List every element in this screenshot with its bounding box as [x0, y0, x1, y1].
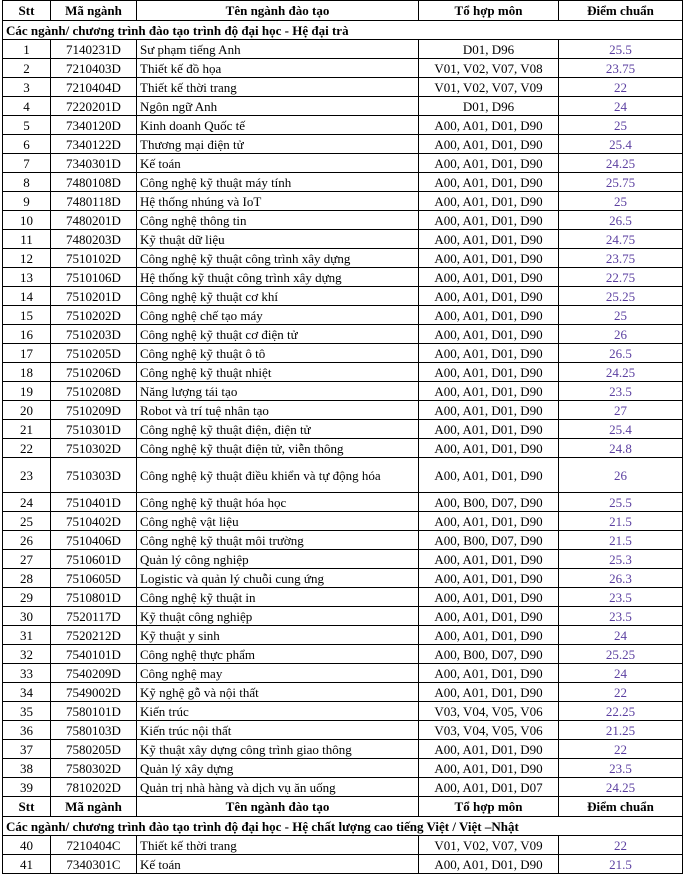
table-row	[3, 607, 683, 626]
table-row	[3, 344, 683, 363]
name-cell: Quản trị nhà hàng và dịch vụ ăn uống	[137, 778, 419, 797]
code-cell: 7480201D	[51, 211, 137, 230]
name-cell: Công nghệ kỹ thuật điều khiển và tự động hóa	[137, 458, 419, 493]
table-row	[3, 78, 683, 97]
name-cell: Kinh doanh Quốc tế	[137, 116, 419, 135]
stt-cell: 22	[3, 439, 51, 458]
score-cell: 24.8	[559, 439, 683, 458]
name-cell: Công nghệ kỹ thuật hóa học	[137, 493, 419, 512]
combo-cell: A00, A01, D01, D90	[419, 173, 559, 192]
table-row	[3, 778, 683, 797]
name-cell: Quản lý công nghiệp	[137, 550, 419, 569]
code-cell: 7580103D	[51, 721, 137, 740]
score-cell: 24.75	[559, 230, 683, 249]
name-cell: Công nghệ kỹ thuật điện tử, viễn thông	[137, 439, 419, 458]
stt-cell: 10	[3, 211, 51, 230]
stt-cell: 17	[3, 344, 51, 363]
stt-cell: 6	[3, 135, 51, 154]
stt-cell: 12	[3, 249, 51, 268]
combo-cell: A00, A01, D01, D90	[419, 420, 559, 439]
combo-cell: A00, A01, D01, D90	[419, 154, 559, 173]
combo-cell: A00, A01, D01, D90	[419, 211, 559, 230]
score-cell: 23.75	[559, 249, 683, 268]
score-cell: 23.5	[559, 607, 683, 626]
code-cell: 7510303D	[51, 458, 137, 493]
name-cell: Công nghệ vật liệu	[137, 512, 419, 531]
stt-cell: 9	[3, 192, 51, 211]
stt-cell: 26	[3, 531, 51, 550]
code-cell: 7210404D	[51, 78, 137, 97]
score-cell: 22	[559, 836, 683, 855]
name-cell: Công nghệ chế tạo máy	[137, 306, 419, 325]
score-cell: 22	[559, 740, 683, 759]
score-cell: 21.5	[559, 855, 683, 874]
code-cell: 7540101D	[51, 645, 137, 664]
code-cell: 7510205D	[51, 344, 137, 363]
table-row	[3, 420, 683, 439]
score-cell: 21.25	[559, 721, 683, 740]
name-cell: Robot và trí tuệ nhân tạo	[137, 401, 419, 420]
stt-cell: 38	[3, 759, 51, 778]
name-cell: Kỹ thuật y sinh	[137, 626, 419, 645]
combo-cell: D01, D96	[419, 97, 559, 116]
name-cell: Công nghệ kỹ thuật nhiệt	[137, 363, 419, 382]
combo-cell: A00, B00, D07, D90	[419, 493, 559, 512]
stt-cell: 15	[3, 306, 51, 325]
stt-cell: 34	[3, 683, 51, 702]
table-row	[3, 287, 683, 306]
table-row	[3, 836, 683, 855]
code-cell: 7510102D	[51, 249, 137, 268]
name-cell: Công nghệ kỹ thuật máy tính	[137, 173, 419, 192]
header-name: Tên ngành đào tạo	[137, 797, 419, 817]
name-cell: Kiến trúc	[137, 702, 419, 721]
code-cell: 7580205D	[51, 740, 137, 759]
code-cell: 7510203D	[51, 325, 137, 344]
combo-cell: A00, A01, D01, D90	[419, 382, 559, 401]
code-cell: 7510106D	[51, 268, 137, 287]
code-cell: 7480203D	[51, 230, 137, 249]
stt-cell: 1	[3, 40, 51, 59]
stt-cell: 29	[3, 588, 51, 607]
name-cell: Công nghệ thông tin	[137, 211, 419, 230]
combo-cell: A00, A01, D01, D90	[419, 344, 559, 363]
score-cell: 24.25	[559, 154, 683, 173]
combo-cell: A00, A01, D01, D07	[419, 778, 559, 797]
stt-cell: 5	[3, 116, 51, 135]
table-row	[3, 721, 683, 740]
stt-cell: 16	[3, 325, 51, 344]
code-cell: 7510201D	[51, 287, 137, 306]
combo-cell: D01, D96	[419, 40, 559, 59]
section-title: Các ngành/ chương trình đào tạo trình độ đại học - Hệ đại trà	[3, 21, 683, 40]
name-cell: Hệ thống kỹ thuật công trình xây dựng	[137, 268, 419, 287]
code-cell: 7510302D	[51, 439, 137, 458]
table-row	[3, 135, 683, 154]
score-cell: 22.25	[559, 702, 683, 721]
name-cell: Thiết kế thời trang	[137, 78, 419, 97]
name-cell: Thiết kế thời trang	[137, 836, 419, 855]
name-cell: Công nghệ may	[137, 664, 419, 683]
name-cell: Hệ thống nhúng và IoT	[137, 192, 419, 211]
code-cell: 7580302D	[51, 759, 137, 778]
stt-cell: 7	[3, 154, 51, 173]
combo-cell: A00, A01, D01, D90	[419, 363, 559, 382]
table-row	[3, 230, 683, 249]
table-row	[3, 249, 683, 268]
stt-cell: 40	[3, 836, 51, 855]
table-row	[3, 116, 683, 135]
combo-cell: A00, A01, D01, D90	[419, 192, 559, 211]
table-row	[3, 268, 683, 287]
section-row	[3, 21, 683, 40]
table-row	[3, 192, 683, 211]
stt-cell: 39	[3, 778, 51, 797]
table-row	[3, 512, 683, 531]
score-cell: 23.5	[559, 382, 683, 401]
code-cell: 7340122D	[51, 135, 137, 154]
combo-cell: A00, A01, D01, D90	[419, 116, 559, 135]
score-cell: 26.5	[559, 344, 683, 363]
combo-cell: A00, B00, D07, D90	[419, 645, 559, 664]
score-cell: 21.5	[559, 531, 683, 550]
stt-cell: 11	[3, 230, 51, 249]
header-stt: Stt	[3, 797, 51, 817]
code-cell: 7510801D	[51, 588, 137, 607]
table-row	[3, 382, 683, 401]
name-cell: Công nghệ kỹ thuật cơ điện tử	[137, 325, 419, 344]
name-cell: Kiến trúc nội thất	[137, 721, 419, 740]
table-row	[3, 439, 683, 458]
score-cell: 25.25	[559, 645, 683, 664]
table-row	[3, 664, 683, 683]
stt-cell: 31	[3, 626, 51, 645]
code-cell: 7510401D	[51, 493, 137, 512]
score-cell: 26	[559, 325, 683, 344]
header-code: Mã ngành	[51, 1, 137, 21]
stt-cell: 37	[3, 740, 51, 759]
stt-cell: 13	[3, 268, 51, 287]
combo-cell: A00, A01, D01, D90	[419, 306, 559, 325]
score-cell: 25	[559, 116, 683, 135]
code-cell: 7510202D	[51, 306, 137, 325]
header-row-repeat	[3, 797, 683, 817]
combo-cell: V03, V04, V05, V06	[419, 721, 559, 740]
score-cell: 27	[559, 401, 683, 420]
name-cell: Công nghệ kỹ thuật công trình xây dựng	[137, 249, 419, 268]
score-cell: 24.25	[559, 363, 683, 382]
code-cell: 7510208D	[51, 382, 137, 401]
code-cell: 7520117D	[51, 607, 137, 626]
table-row	[3, 759, 683, 778]
name-cell: Kỹ nghệ gỗ và nội thất	[137, 683, 419, 702]
combo-cell: A00, A01, D01, D90	[419, 855, 559, 874]
score-cell: 25.75	[559, 173, 683, 192]
score-cell: 26.3	[559, 569, 683, 588]
score-cell: 24.25	[559, 778, 683, 797]
combo-cell: V01, V02, V07, V08	[419, 59, 559, 78]
score-cell: 24	[559, 664, 683, 683]
score-cell: 25.25	[559, 287, 683, 306]
combo-cell: A00, A01, D01, D90	[419, 740, 559, 759]
combo-cell: A00, A01, D01, D90	[419, 230, 559, 249]
code-cell: 7510601D	[51, 550, 137, 569]
combo-cell: A00, A01, D01, D90	[419, 325, 559, 344]
header-stt: Stt	[3, 1, 51, 21]
code-cell: 7510209D	[51, 401, 137, 420]
combo-cell: A00, A01, D01, D90	[419, 439, 559, 458]
name-cell: Sư phạm tiếng Anh	[137, 40, 419, 59]
table-row	[3, 702, 683, 721]
code-cell: 7520212D	[51, 626, 137, 645]
name-cell: Quản lý xây dựng	[137, 759, 419, 778]
stt-cell: 25	[3, 512, 51, 531]
combo-cell: A00, A01, D01, D90	[419, 512, 559, 531]
name-cell: Logistic và quản lý chuỗi cung ứng	[137, 569, 419, 588]
section-row	[3, 817, 683, 836]
header-score: Điểm chuẩn	[559, 1, 683, 21]
header-code: Mã ngành	[51, 797, 137, 817]
score-cell: 24	[559, 626, 683, 645]
name-cell: Năng lượng tái tạo	[137, 382, 419, 401]
stt-cell: 20	[3, 401, 51, 420]
table-row	[3, 401, 683, 420]
score-cell: 26.5	[559, 211, 683, 230]
code-cell: 7210403D	[51, 59, 137, 78]
name-cell: Kỹ thuật xây dựng công trình giao thông	[137, 740, 419, 759]
table-row	[3, 458, 683, 493]
score-cell: 23.75	[559, 59, 683, 78]
score-cell: 22.75	[559, 268, 683, 287]
combo-cell: V01, V02, V07, V09	[419, 78, 559, 97]
combo-cell: A00, A01, D01, D90	[419, 588, 559, 607]
combo-cell: A00, A01, D01, D90	[419, 569, 559, 588]
score-cell: 22	[559, 78, 683, 97]
stt-cell: 19	[3, 382, 51, 401]
name-cell: Công nghệ thực phẩm	[137, 645, 419, 664]
table-row	[3, 154, 683, 173]
combo-cell: A00, A01, D01, D90	[419, 287, 559, 306]
table-row	[3, 173, 683, 192]
stt-cell: 18	[3, 363, 51, 382]
code-cell: 7510605D	[51, 569, 137, 588]
name-cell: Kỹ thuật công nghiệp	[137, 607, 419, 626]
table-row	[3, 325, 683, 344]
table-row	[3, 59, 683, 78]
code-cell: 7549002D	[51, 683, 137, 702]
code-cell: 7340301C	[51, 855, 137, 874]
combo-cell: A00, A01, D01, D90	[419, 135, 559, 154]
table-row	[3, 626, 683, 645]
combo-cell: A00, A01, D01, D90	[419, 759, 559, 778]
stt-cell: 3	[3, 78, 51, 97]
table-row	[3, 97, 683, 116]
combo-cell: V03, V04, V05, V06	[419, 702, 559, 721]
stt-cell: 23	[3, 458, 51, 493]
stt-cell: 24	[3, 493, 51, 512]
header-combo: Tổ hợp môn	[419, 797, 559, 817]
code-cell: 7480108D	[51, 173, 137, 192]
score-cell: 24	[559, 97, 683, 116]
section-title: Các ngành/ chương trình đào tạo trình độ đại học - Hệ chất lượng cao tiếng Việt / Việt –Nhật	[3, 817, 683, 836]
code-cell: 7580101D	[51, 702, 137, 721]
admission-score-table	[2, 0, 683, 874]
score-cell: 21.5	[559, 512, 683, 531]
stt-cell: 30	[3, 607, 51, 626]
table-row	[3, 740, 683, 759]
combo-cell: A00, B00, D07, D90	[419, 531, 559, 550]
stt-cell: 4	[3, 97, 51, 116]
score-cell: 25.4	[559, 135, 683, 154]
name-cell: Kỹ thuật dữ liệu	[137, 230, 419, 249]
name-cell: Công nghệ kỹ thuật in	[137, 588, 419, 607]
combo-cell: A00, A01, D01, D90	[419, 268, 559, 287]
combo-cell: A00, A01, D01, D90	[419, 607, 559, 626]
combo-cell: A00, A01, D01, D90	[419, 249, 559, 268]
header-row	[3, 1, 683, 21]
score-cell: 25.5	[559, 40, 683, 59]
name-cell: Công nghệ kỹ thuật ô tô	[137, 344, 419, 363]
stt-cell: 36	[3, 721, 51, 740]
table-row	[3, 531, 683, 550]
score-cell: 26	[559, 458, 683, 493]
stt-cell: 8	[3, 173, 51, 192]
header-combo: Tổ hợp môn	[419, 1, 559, 21]
name-cell: Kế toán	[137, 855, 419, 874]
name-cell: Công nghệ kỹ thuật cơ khí	[137, 287, 419, 306]
code-cell: 7140231D	[51, 40, 137, 59]
combo-cell: A00, A01, D01, D90	[419, 401, 559, 420]
score-cell: 25	[559, 192, 683, 211]
name-cell: Công nghệ kỹ thuật môi trường	[137, 531, 419, 550]
table-row	[3, 569, 683, 588]
table-row	[3, 550, 683, 569]
stt-cell: 28	[3, 569, 51, 588]
score-cell: 25.4	[559, 420, 683, 439]
table-row	[3, 306, 683, 325]
code-cell: 7220201D	[51, 97, 137, 116]
stt-cell: 35	[3, 702, 51, 721]
name-cell: Thương mại điện tử	[137, 135, 419, 154]
combo-cell: A00, A01, D01, D90	[419, 626, 559, 645]
code-cell: 7510206D	[51, 363, 137, 382]
table-row	[3, 855, 683, 874]
table-row	[3, 40, 683, 59]
combo-cell: V01, V02, V07, V09	[419, 836, 559, 855]
name-cell: Kế toán	[137, 154, 419, 173]
table-row	[3, 645, 683, 664]
score-cell: 25	[559, 306, 683, 325]
code-cell: 7210404C	[51, 836, 137, 855]
combo-cell: A00, A01, D01, D90	[419, 550, 559, 569]
code-cell: 7510301D	[51, 420, 137, 439]
code-cell: 7340301D	[51, 154, 137, 173]
table-row	[3, 363, 683, 382]
code-cell: 7340120D	[51, 116, 137, 135]
stt-cell: 21	[3, 420, 51, 439]
stt-cell: 32	[3, 645, 51, 664]
score-cell: 23.5	[559, 588, 683, 607]
stt-cell: 33	[3, 664, 51, 683]
code-cell: 7480118D	[51, 192, 137, 211]
name-cell: Ngôn ngữ Anh	[137, 97, 419, 116]
code-cell: 7510406D	[51, 531, 137, 550]
stt-cell: 2	[3, 59, 51, 78]
score-cell: 23.5	[559, 759, 683, 778]
code-cell: 7810202D	[51, 778, 137, 797]
table-row	[3, 493, 683, 512]
score-cell: 25.5	[559, 493, 683, 512]
header-name: Tên ngành đào tạo	[137, 1, 419, 21]
score-cell: 25.3	[559, 550, 683, 569]
combo-cell: A00, A01, D01, D90	[419, 458, 559, 493]
code-cell: 7510402D	[51, 512, 137, 531]
table-row	[3, 588, 683, 607]
combo-cell: A00, A01, D01, D90	[419, 664, 559, 683]
stt-cell: 41	[3, 855, 51, 874]
combo-cell: A00, A01, D01, D90	[419, 683, 559, 702]
name-cell: Công nghệ kỹ thuật điện, điện tử	[137, 420, 419, 439]
stt-cell: 27	[3, 550, 51, 569]
table-row	[3, 683, 683, 702]
header-score: Điểm chuẩn	[559, 797, 683, 817]
name-cell: Thiết kế đồ họa	[137, 59, 419, 78]
stt-cell: 14	[3, 287, 51, 306]
code-cell: 7540209D	[51, 664, 137, 683]
score-cell: 22	[559, 683, 683, 702]
table-row	[3, 211, 683, 230]
